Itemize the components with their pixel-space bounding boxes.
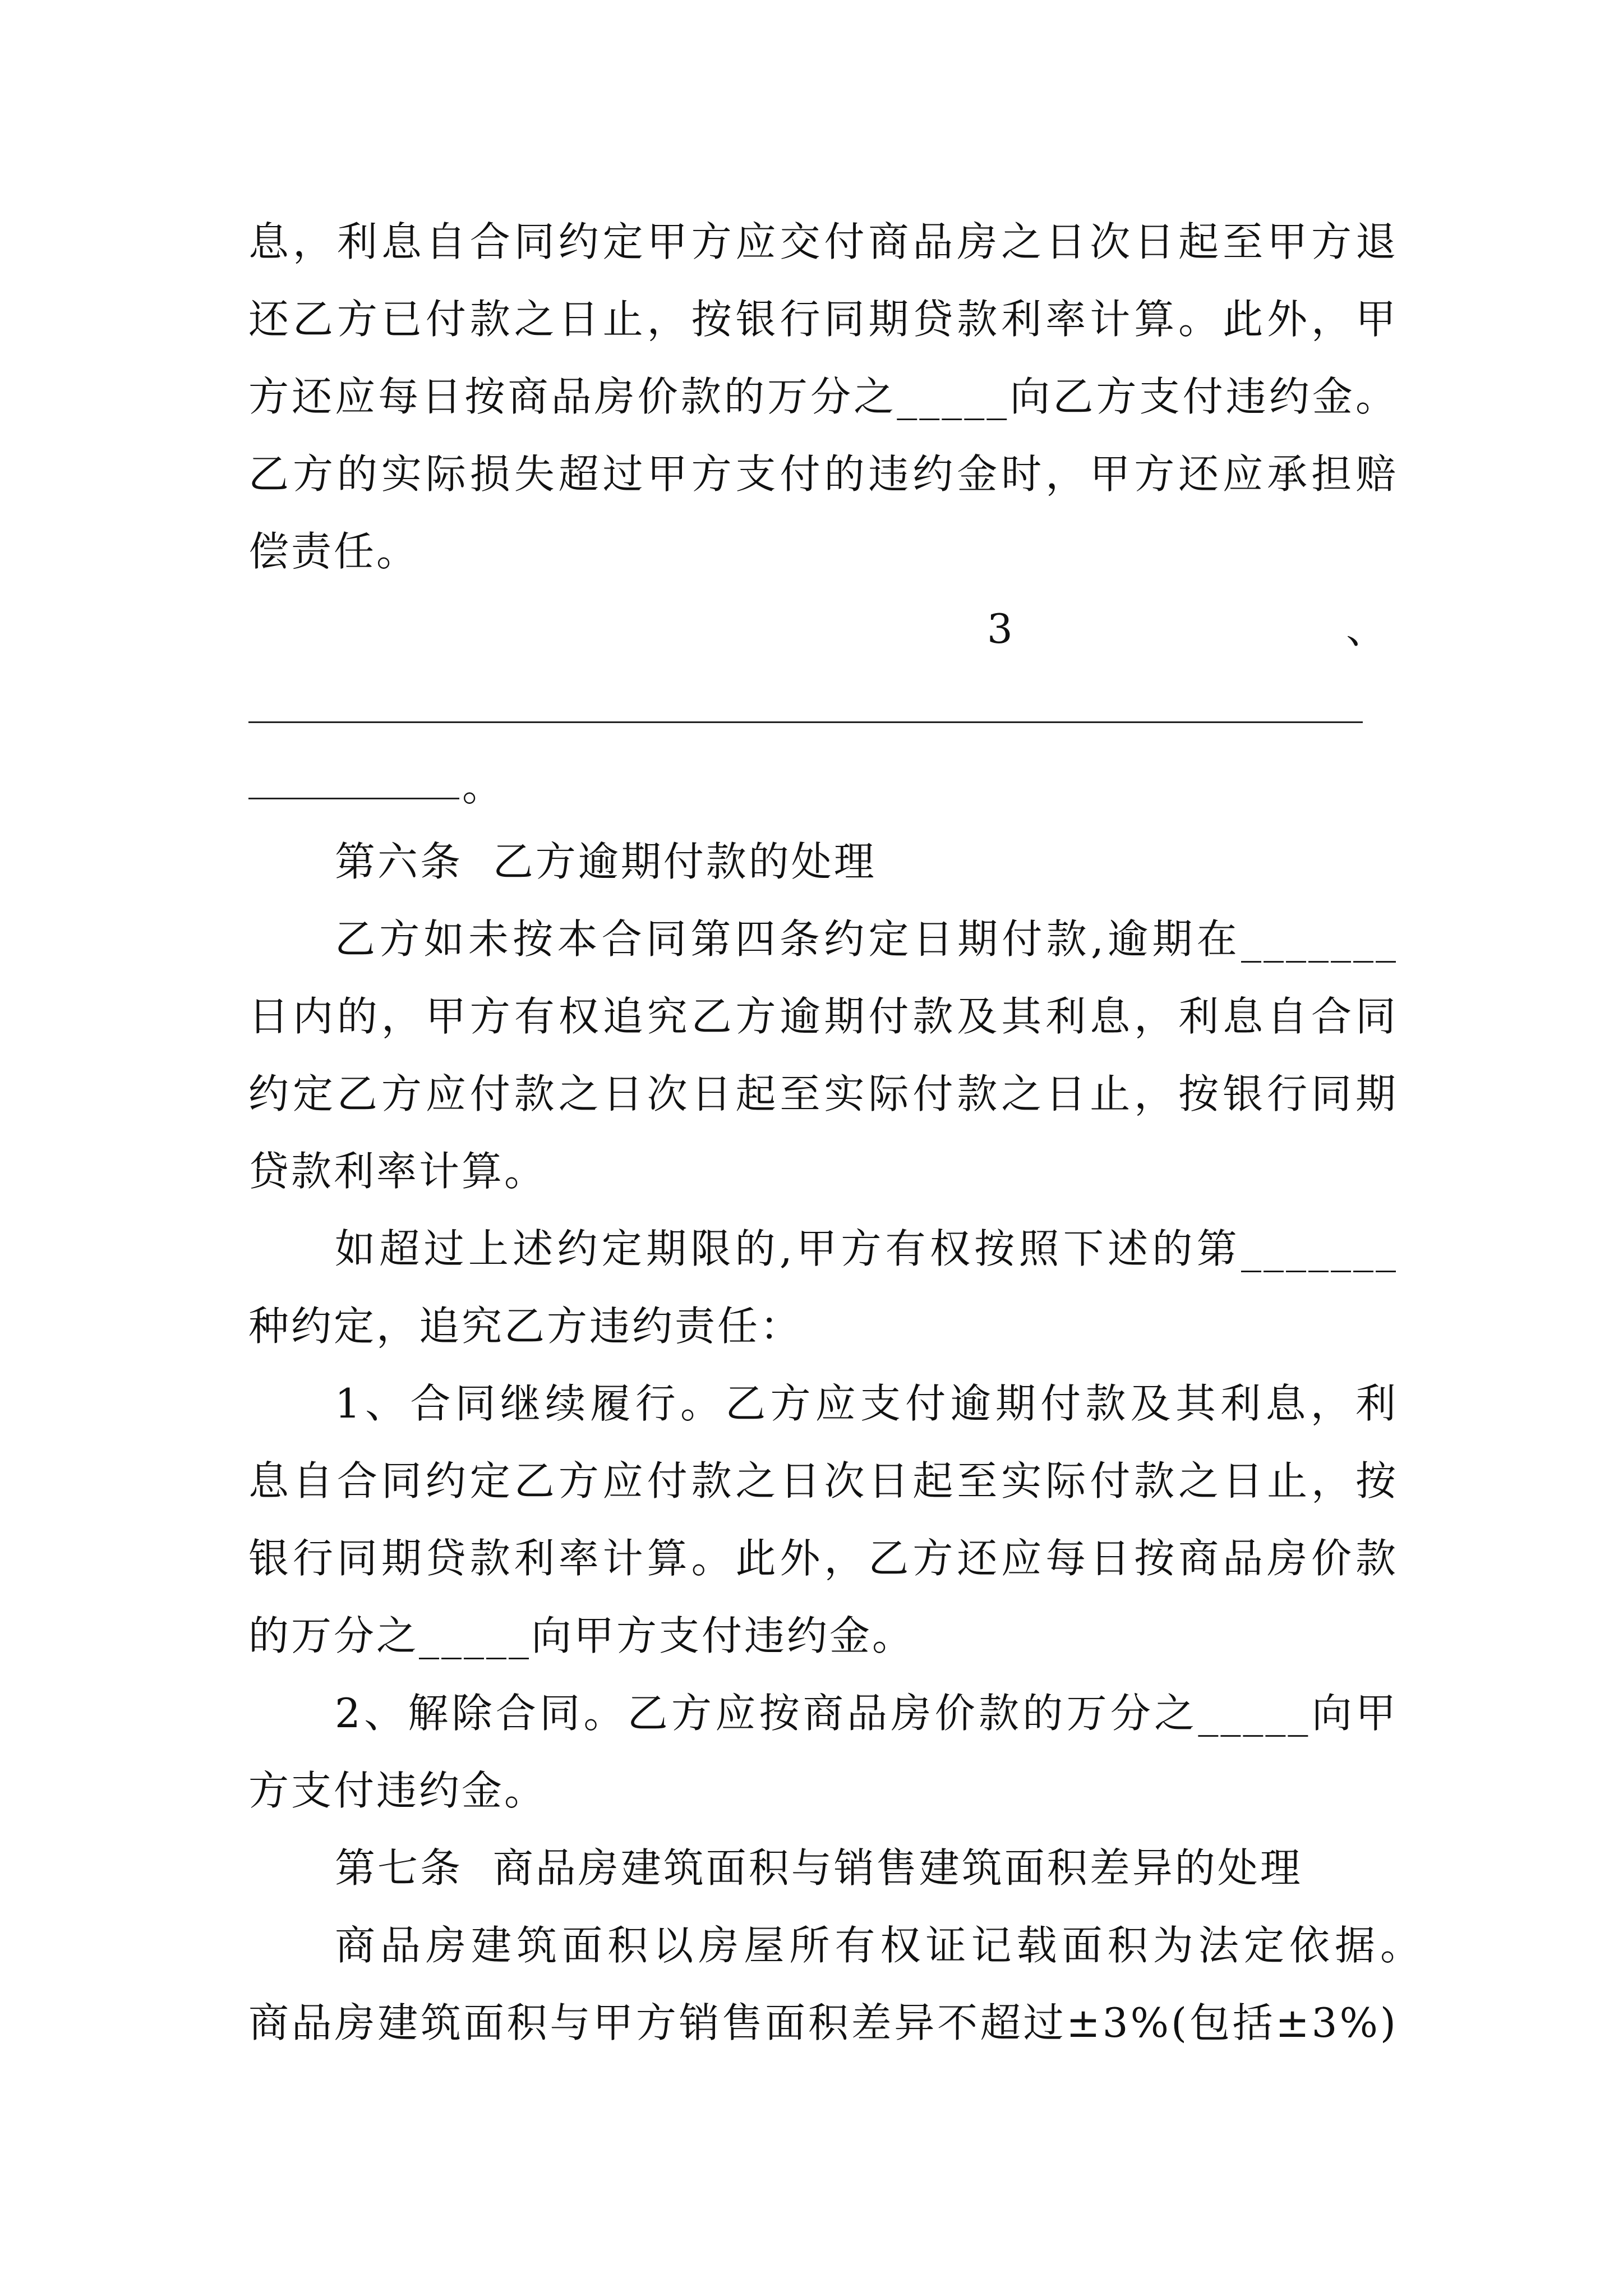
text-line: 贷款利率计算。	[248, 1148, 547, 1195]
text-line: 商品房建筑面积以房屋所有权证记载面积为法定依据。	[335, 1922, 1423, 1969]
text-line: 乙方的实际损失超过甲方支付的违约金时，甲方还应承担赔	[248, 450, 1398, 498]
text-line: 乙方如未按本合同第四条约定日期付款,逾期在_______	[335, 915, 1398, 963]
text-line: 偿责任。	[248, 528, 419, 575]
text-line: 如超过上述约定期限的,甲方有权按照下述的第_______	[335, 1225, 1398, 1272]
text-line: 方支付违约金。	[248, 1767, 547, 1814]
text-line: 约定乙方应付款之日次日起至实际付款之日止，按银行同期	[248, 1070, 1398, 1117]
text-line: 商品房建筑面积与甲方销售面积差异不超过±3%(包括±3%)	[248, 1999, 1398, 2046]
text-line: 种约定，追究乙方违约责任：	[248, 1303, 803, 1350]
text-line: 还乙方已付款之日止，按银行同期贷款利率计算。此外，甲	[248, 296, 1398, 343]
item-separator: 、	[1346, 605, 1387, 652]
fill-in-blank-line	[248, 721, 1363, 723]
fill-in-blank-line	[248, 798, 459, 799]
text-line: 息，利息自合同约定甲方应交付商品房之日次日起至甲方退	[248, 218, 1398, 265]
text-line: 1、合同继续履行。乙方应支付逾期付款及其利息，利	[335, 1380, 1398, 1427]
item-number: 3	[987, 605, 1013, 652]
article-7-title: 第七条 商品房建筑面积与销售建筑面积差异的处理	[335, 1844, 1303, 1892]
text-line: 银行同期贷款利率计算。此外，乙方还应每日按商品房价款	[248, 1535, 1398, 1582]
text-line: 日内的，甲方有权追究乙方逾期付款及其利息，利息自合同	[248, 993, 1398, 1040]
text-line: 方还应每日按商品房价款的万分之_____向乙方支付违约金。	[248, 373, 1398, 420]
article-6-title: 第六条 乙方逾期付款的处理	[335, 838, 877, 885]
item-end-mark: 。	[462, 763, 503, 810]
text-line: 息自合同约定乙方应付款之日次日起至实际付款之日止，按	[248, 1457, 1398, 1504]
text-line: 2、解除合同。乙方应按商品房价款的万分之_____向甲	[335, 1690, 1398, 1737]
text-line: 的万分之_____向甲方支付违约金。	[248, 1612, 915, 1659]
